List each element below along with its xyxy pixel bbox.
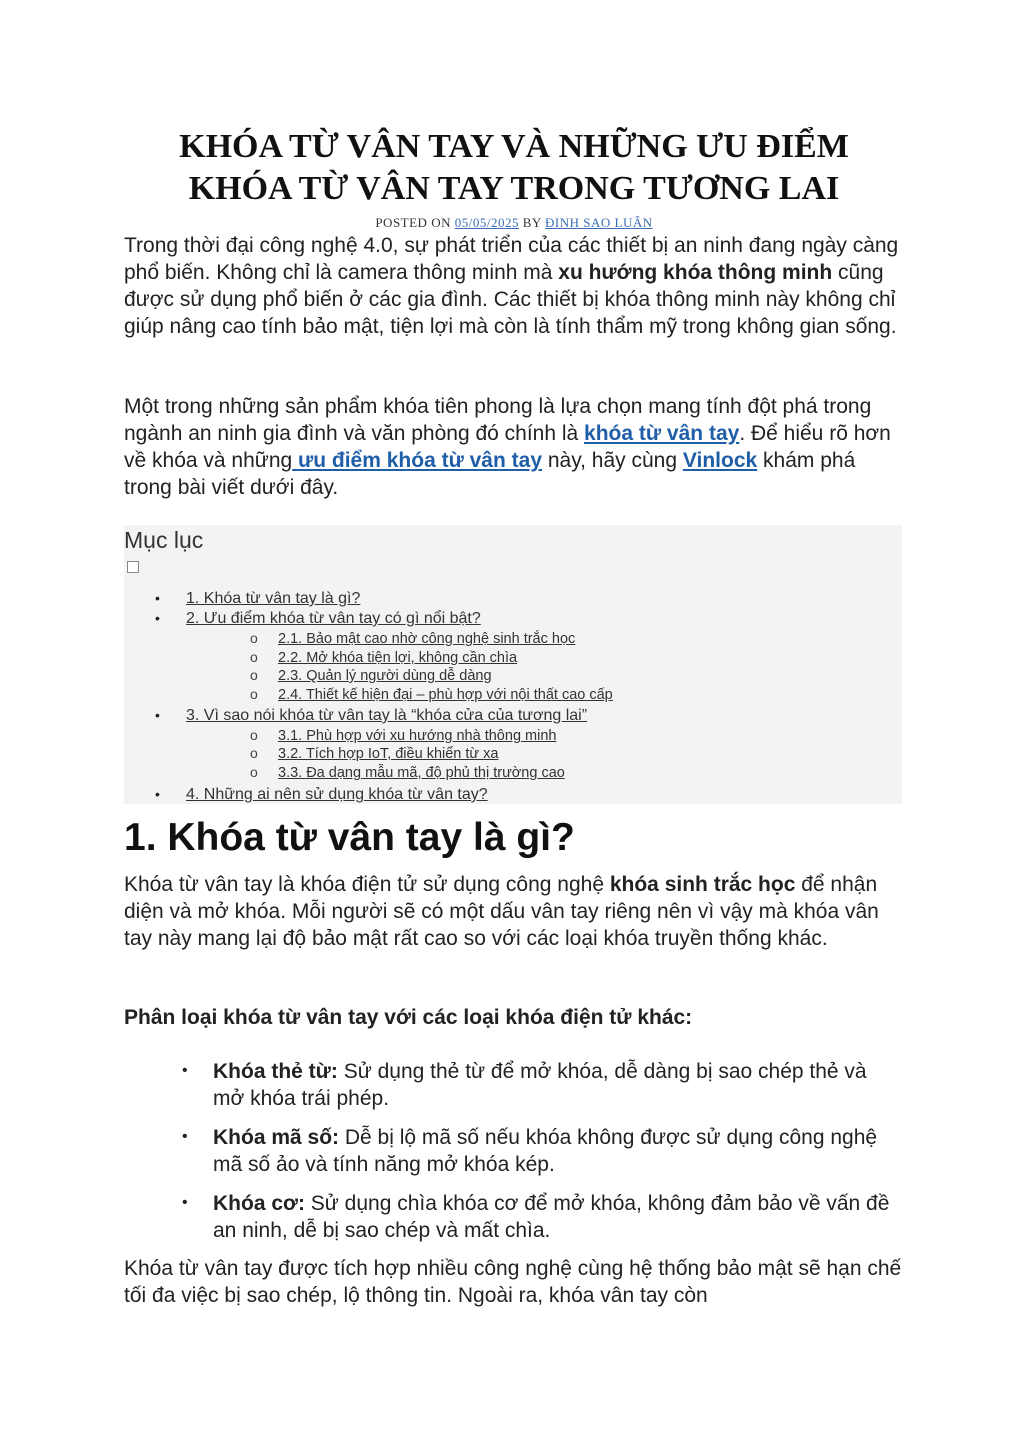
classification-subheading: Phân loại khóa từ vân tay với các loại khóa điện tử khác: (124, 1006, 693, 1029)
advantages-link[interactable]: ưu điểm khóa từ vân tay (292, 449, 542, 472)
list-item-desc: Sử dụng chìa khóa cơ để mở khóa, không đảm bảo về vấn đề an ninh, dễ bị sao chép và mất chìa. (213, 1192, 890, 1242)
s1-p1-text-b: để nhận diện và mở khóa. Mỗi người sẽ có một dấu vân tay riêng nên vì vậy mà khóa vân tay này mang lại độ bảo mật rất cao so với các loại khóa truyền thống khác. (124, 873, 879, 950)
toc-toggle-checkbox[interactable] (127, 561, 139, 573)
toc-item (186, 609, 481, 628)
toc-sub-bullet: o (250, 667, 258, 683)
intro-p1-text-b: cũng được sử dụng phổ biến ở các gia đình. Các thiết bị khóa thông minh này không chỉ giúp nâng cao tính bảo mật, tiện lợi mà còn là tính thẩm mỹ trong không gian sống. (124, 261, 897, 338)
vinlock-link[interactable]: Vinlock (682, 449, 758, 472)
intro-p2-text-a: Một trong những sản phẩm khóa tiên phong là lựa chọn mang tính đột phá trong ngành an ninh gia đình và văn phòng đó chính là (124, 395, 872, 445)
toc-bullet: • (155, 590, 160, 606)
intro-p2-text-b: . Để hiểu rõ hơn về khóa và những (124, 422, 891, 472)
toc-sub-bullet: o (250, 630, 258, 646)
intro-p1-bold: xu hướng khóa thông minh (558, 261, 833, 284)
toc-item (278, 667, 492, 686)
list-item-desc: Sử dụng thẻ từ để mở khóa, dễ dàng bị sao chép thẻ và mở khóa trái phép. (213, 1060, 867, 1110)
toc-sub-bullet: o (250, 764, 258, 780)
toc-link[interactable]: 2.2. Mở khóa tiện lợi, không cần chìa (278, 650, 518, 666)
toc-sub-bullet: o (250, 649, 258, 665)
toc-link[interactable]: 2.4. Thiết kế hiện đại – phù hợp với nội thất cao cấp (278, 687, 613, 703)
toc-item (186, 589, 360, 608)
by-label: BY (518, 215, 546, 230)
s1-p1-text-a: Khóa từ vân tay là khóa điện tử sử dụng công nghệ (124, 873, 610, 896)
toc-item (278, 630, 575, 649)
toc-sub-bullet: o (250, 727, 258, 743)
intro-paragraph-2 (124, 393, 904, 501)
list-item-term: Khóa mã số: (213, 1126, 340, 1149)
toc-link[interactable]: 2.1. Bảo mật cao nhờ công nghệ sinh trắc học (278, 631, 576, 647)
list-bullet: • (182, 1062, 188, 1079)
intro-p2-text-d: khám phá trong bài viết dưới đây. (124, 449, 856, 499)
list-item-term: Khóa cơ: (213, 1192, 305, 1215)
s1-p1-bold: khóa sinh trắc học (609, 873, 796, 896)
toc-sub-bullet: o (250, 686, 258, 702)
list-bullet: • (182, 1194, 188, 1211)
toc-item (186, 785, 488, 804)
intro-paragraph-1 (124, 232, 904, 340)
list-bullet: • (182, 1128, 188, 1145)
article-title (114, 126, 914, 210)
toc-item (278, 649, 517, 668)
intro-p2-text-c: này, hãy cùng (542, 449, 683, 472)
toc-link[interactable]: 1. Khóa từ vân tay là gì? (186, 590, 361, 607)
list-item-term: Khóa thẻ từ: (213, 1060, 338, 1083)
posted-on-label: POSTED ON (375, 215, 455, 230)
toc-bullet: • (155, 707, 160, 723)
section-1-paragraph-2: Khóa từ vân tay được tích hợp nhiều công nghệ cùng hệ thống bảo mật sẽ hạn chế tối đa việc bị sao chép, lộ thông tin. Ngoài ra, khóa vân tay còn (124, 1257, 902, 1307)
section-1-paragraph (124, 871, 904, 952)
toc-link[interactable]: 4. Những ai nên sử dụng khóa từ vân tay? (186, 786, 488, 803)
toc-item (278, 727, 556, 746)
toc-link[interactable]: 3.1. Phù hợp với xu hướng nhà thông minh (278, 728, 557, 744)
toc-title: Mục lục (124, 527, 204, 553)
title-line-1: KHÓA TỪ VÂN TAY VÀ NHỮNG ƯU ĐIỂM (179, 128, 849, 165)
author-link[interactable]: ĐINH SAO LUÂN (545, 215, 653, 230)
list-item (213, 1190, 903, 1244)
toc-link[interactable]: 2.3. Quản lý người dùng dễ dàng (278, 668, 492, 684)
toc-sub-bullet: o (250, 745, 258, 761)
post-meta (124, 215, 904, 231)
fingerprint-lock-link[interactable]: khóa từ vân tay (584, 422, 740, 445)
list-item (213, 1058, 903, 1112)
list-item (213, 1124, 903, 1178)
toc-bullet: • (155, 786, 160, 802)
toc-link[interactable]: 3. Vì sao nói khóa từ vân tay là “khóa cửa của tương lai” (186, 707, 588, 724)
toc-item (186, 706, 587, 725)
toc-link[interactable]: 3.3. Đa dạng mẫu mã, độ phủ thị trường cao (278, 765, 565, 781)
table-of-contents (124, 525, 902, 804)
toc-link[interactable]: 3.2. Tích hợp IoT, điều khiển từ xa (278, 746, 499, 762)
toc-item (278, 686, 613, 705)
toc-bullet: • (155, 610, 160, 626)
list-item-desc: Dễ bị lộ mã số nếu khóa không được sử dụng công nghệ mã số ảo và tính năng mở khóa kép. (213, 1126, 878, 1176)
toc-link[interactable]: 2. Ưu điểm khóa từ vân tay có gì nổi bật? (186, 610, 481, 627)
post-date-link[interactable]: 05/05/2025 (454, 215, 519, 230)
toc-item (278, 764, 565, 783)
intro-p1-text-a: Trong thời đại công nghệ 4.0, sự phát triển của các thiết bị an ninh đang ngày càng phổ biến. Không chỉ là camera thông minh mà (124, 234, 899, 284)
toc-item (278, 745, 498, 764)
title-line-2: KHÓA TỪ VÂN TAY TRONG TƯƠNG LAI (188, 170, 840, 207)
section-1-heading: 1. Khóa từ vân tay là gì? (124, 816, 575, 859)
